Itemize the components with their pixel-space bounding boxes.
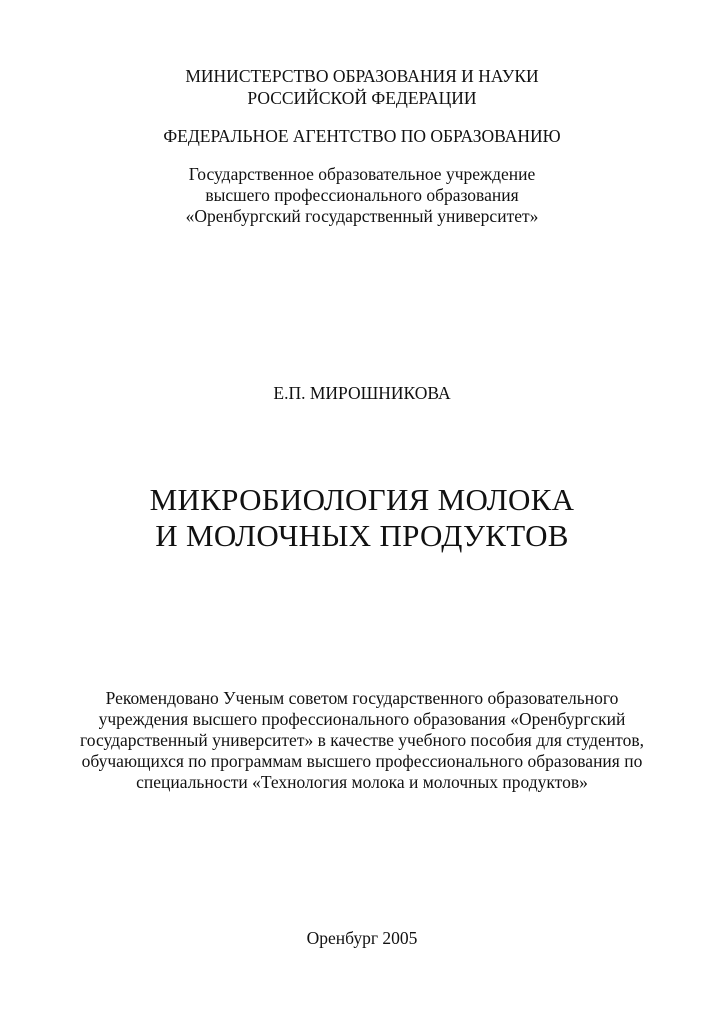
recommendation-line-2: учреждения высшего профессионального образования «Оренбургский <box>98 709 626 729</box>
city-year: Оренбург 2005 <box>306 928 418 948</box>
book-title-line-1: МИКРОБИОЛОГИЯ МОЛОКА <box>149 482 575 517</box>
institution-line-1: Государственное образовательное учреждение <box>188 164 536 184</box>
agency-name: ФЕДЕРАЛЬНОЕ АГЕНТСТВО ПО ОБРАЗОВАНИЮ <box>163 126 561 146</box>
recommendation-line-3: государственный университет» в качестве учебного пособия для студентов, <box>80 730 644 750</box>
book-title-line-2: И МОЛОЧНЫХ ПРОДУКТОВ <box>155 518 569 553</box>
ministry-line-2: РОССИЙСКОЙ ФЕДЕРАЦИИ <box>247 88 477 108</box>
recommendation-line-5: специальности «Технология молока и молочных продуктов» <box>136 772 588 792</box>
recommendation-line-1: Рекомендовано Ученым советом государственного образовательного <box>105 688 619 708</box>
author-name: Е.П. МИРОШНИКОВА <box>273 383 451 403</box>
institution-line-2: высшего профессионального образования <box>205 185 519 205</box>
recommendation-line-4: обучающихся по программам высшего профессионального образования по <box>81 751 643 771</box>
institution-line-3: «Оренбургский государственный университет» <box>185 206 539 226</box>
ministry-line-1: МИНИСТЕРСТВО ОБРАЗОВАНИЯ И НАУКИ <box>185 66 539 86</box>
